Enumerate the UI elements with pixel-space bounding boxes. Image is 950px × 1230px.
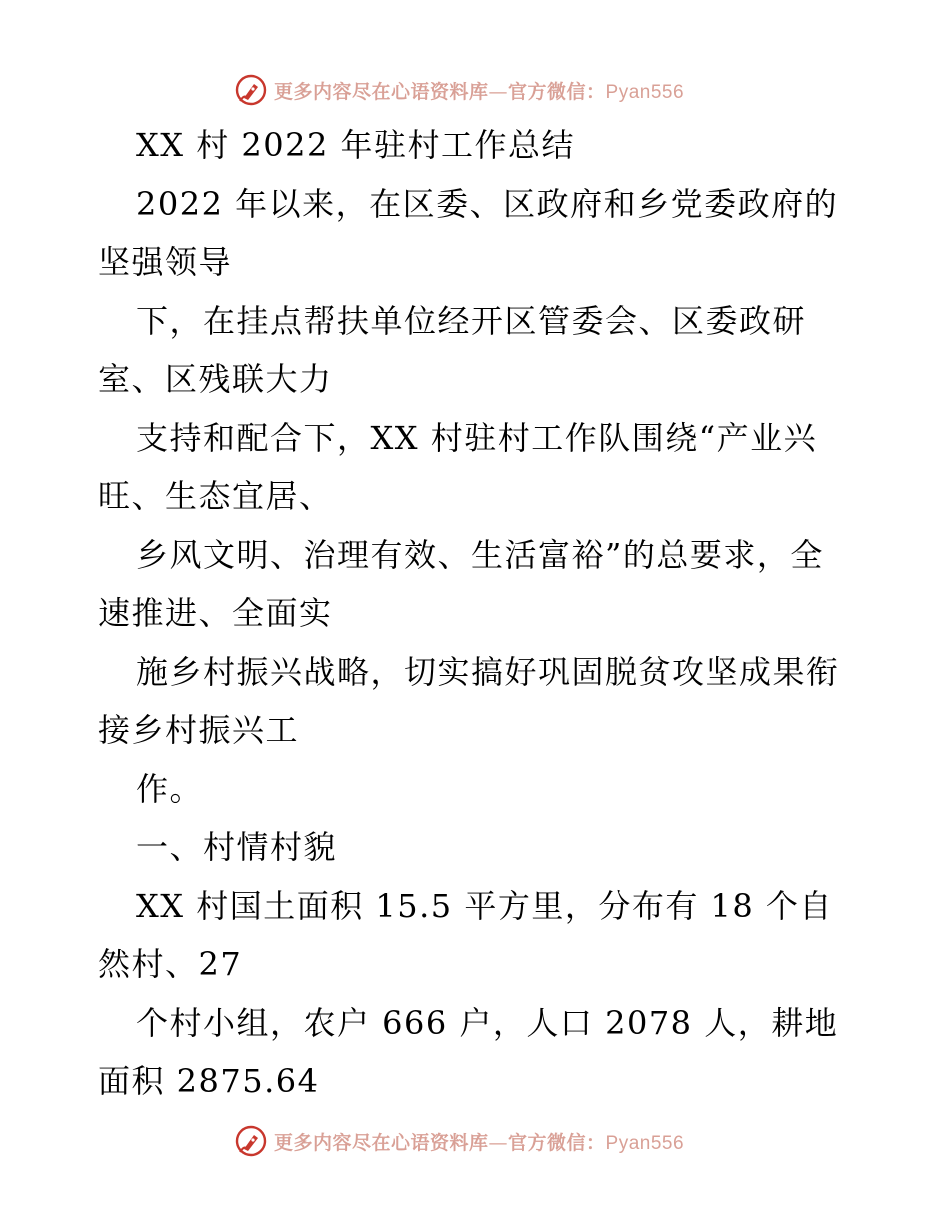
fountain-pen-nib-icon bbox=[234, 73, 268, 107]
footer-watermark bbox=[234, 1123, 684, 1159]
text-line: 坚强领导 bbox=[98, 243, 233, 281]
text-line: 旺、生态宜居、 bbox=[98, 477, 333, 515]
text-line: 2022 年以来，在区委、区政府和乡党委政府的 bbox=[136, 184, 839, 223]
text-line: 乡风文明、治理有效、生活富裕”的总要求，全 bbox=[136, 535, 824, 574]
text-line: 速推进、全面实 bbox=[98, 594, 333, 632]
text-line: 个村小组，农户 666 户，人口 2078 人，耕地 bbox=[136, 1003, 839, 1042]
text-line: 然村、27 bbox=[98, 945, 243, 983]
text-line: XX 村国土面积 15.5 平方里，分布有 18 个自 bbox=[136, 886, 833, 925]
text-line: 作。 bbox=[136, 769, 204, 808]
watermark-text: 更多内容尽在心语资料库—官方微信：Pyan556 bbox=[274, 1131, 685, 1154]
text-line: 室、区残联大力 bbox=[98, 360, 333, 398]
document-body bbox=[98, 116, 850, 1111]
text-line: 一、村情村貌 bbox=[136, 828, 338, 866]
document-title: XX 村 2022 年驻村工作总结 bbox=[136, 126, 576, 164]
text-line: 面积 2875.64 bbox=[98, 1062, 320, 1100]
text-line: 施乡村振兴战略，切实搞好巩固脱贫攻坚成果衔 bbox=[136, 652, 840, 691]
fountain-pen-nib-icon bbox=[234, 1124, 268, 1158]
header-watermark bbox=[234, 72, 684, 108]
text-line: 下，在挂点帮扶单位经开区管委会、区委政研 bbox=[136, 301, 807, 340]
text-line: 接乡村振兴工 bbox=[98, 711, 300, 749]
text-line: 支持和配合下，XX 村驻村工作队围绕“产业兴 bbox=[136, 418, 818, 457]
watermark-text: 更多内容尽在心语资料库—官方微信：Pyan556 bbox=[274, 80, 685, 103]
